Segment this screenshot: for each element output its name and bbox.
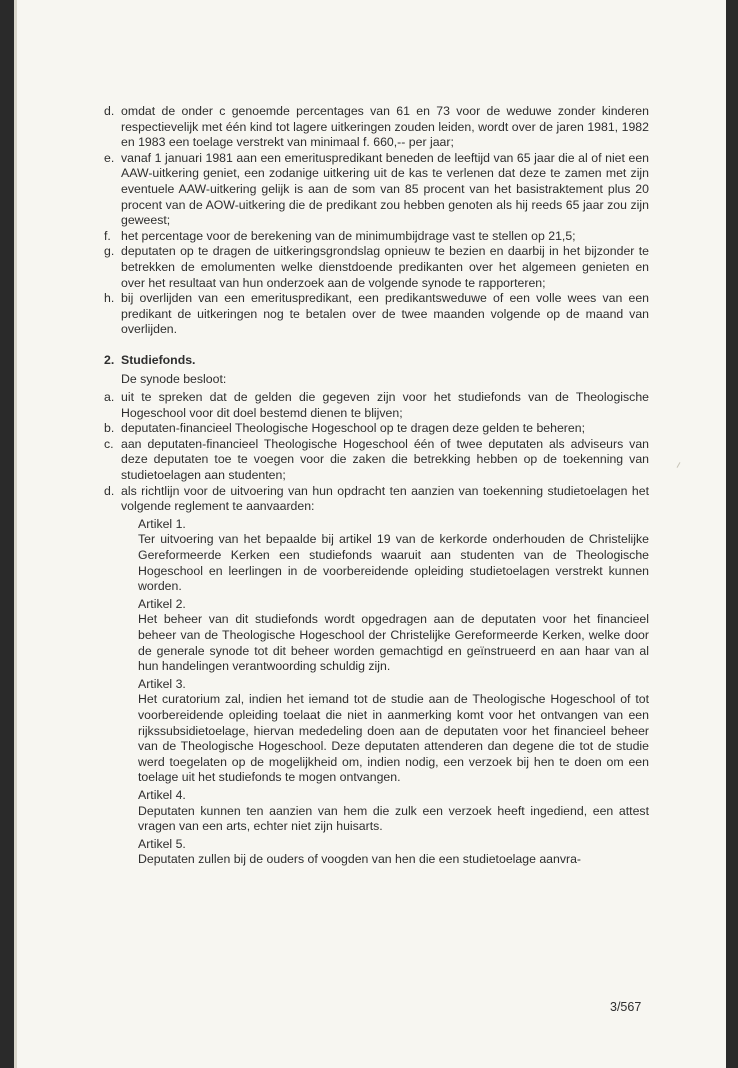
list-item [104,484,649,515]
item-label: d. [104,483,115,498]
item-text: het percentage voor de berekening van de minimumbijdrage vast te stellen op 21,5; [121,228,576,243]
list-item [104,244,649,291]
item-text: deputaten op te dragen de uitkeringsgrondslag opnieuw te bezien en daarbij in het bijzonder te betrekken de emolumenten welke dienstdoende predikanten over het algemeen genieten en over het resultaat van hun onderzoek aan de volgende synode te rapporteren; [121,244,649,290]
list-item [104,291,649,338]
item-label: a. [104,390,115,405]
item-label: f. [104,228,111,243]
article-text: Het beheer van dit studiefonds wordt opgedragen aan de deputaten voor het financieel beheer van de Theologische Hogeschool der Christelijke Gereformeerde Kerken, welke door de generale synode tot dit beheer worden gemachtigd en geïnstrueerd en aan haar van al hun handelingen verantwoording schuldig zijn. [138,612,649,674]
article-text: Ter uitvoering van het bepaalde bij artikel 19 van de kerkorde onderhouden de Christelijke Gereformeerde Kerken een studiefonds waaruit aan studenten van de Theologische Hogeschool en leerlingen in de voorbereidende opleiding studietoelagen verstrekt kunnen worden. [138,532,649,594]
item-text: uit te spreken dat de gelden die gegeven zijn voor het studiefonds van de Theologische Hogeschool voor dit doel bestemd dienen te blijven; [121,390,649,420]
article-text: Deputaten kunnen ten aanzien van hem die zulk een verzoek heeft ingediend, een attest vragen van een arts, echter niet zijn huisarts. [138,803,649,834]
document-page [14,0,726,1068]
page-edge [14,0,17,1068]
item-label: g. [104,244,115,259]
article-text: Het curatorium zal, indien het iemand tot de studie aan de Theologische Hogeschool of tot voorbereidende opleiding toelaat die niet in aanmerking komt voor het ontvangen van een rijkssubsidietoelage, hiervan mededeling doen aan de deputaten voor het financieel beheer van de Theologische Hogeschool. Deze deputaten attenderen dan degene die tot de studie werd toegelaten op de mogelijkheid om, indien nodig, een verzoek bij hen te doen om een toelage uit het studiefonds te mogen ontvangen. [138,692,649,785]
list-item [104,390,649,421]
article-text: Deputaten zullen bij de ouders of voogden van hen die een studietoelage aanvra- [138,852,582,867]
item-text: omdat de onder c genoemde percentages van 61 en 73 voor de weduwe zonder kinderen respectievelijk met één kind tot lagere uitkeringen zouden leiden, wordt over de jaren 1981, 1982 en 1983 een toelage verstrekt van minimaal f. 660,-- per jaar; [121,104,649,150]
article-heading: Artikel 1. [138,516,186,531]
item-text: vanaf 1 januari 1981 aan een emerituspredikant beneden de leeftijd van 65 jaar die al of niet een AAW-uitkering geniet, een zodanige uitkering uit de kas te verlenen dat deze te zamen met zijn eventuele AAW-uitkering gelijk is aan de som van 85 procent van het basistraktement plus 20 procent van de AOW-uitkering die de predikant zou hebben genoten als hij reeds 65 jaar zou zijn geweest; [121,150,649,228]
article-heading: Artikel 4. [138,787,186,802]
item-label: d. [104,104,115,118]
section-intro: De synode besloot: [121,371,227,386]
item-label: c. [104,436,114,451]
item-label: b. [104,421,115,436]
list-item [104,104,649,151]
section-title: Studiefonds. [121,352,196,367]
item-text: aan deputaten-financieel Theologische Hogeschool één of twee deputaten als adviseurs van deze deputaten toe te voegen voor die zaken die betrekking hebben op de toekenning van studietoelagen aan studenten; [121,436,649,483]
list-item [104,437,649,484]
list-item [104,229,649,245]
page-number: 3/567 [610,1000,642,1014]
item-text: bij overlijden van een emerituspredikant, een predikantsweduwe of een volle wees van een predikant de uitkeringen nog te betalen over de twee maanden volgende op de maand van overlijden. [121,291,649,337]
item-label: e. [104,150,115,165]
article-heading: Artikel 3. [138,676,186,691]
article-heading: Artikel 2. [138,596,186,611]
item-label: h. [104,291,115,306]
item-text: deputaten-financieel Theologische Hogeschool op te dragen deze gelden te beheren; [121,421,585,436]
scan-mark [677,462,681,468]
list-item [104,151,649,229]
list-item [104,421,649,437]
section-heading [104,353,649,369]
document-body [104,104,649,868]
section-number: 2. [104,352,115,367]
item-text: als richtlijn voor de uitvoering van hun opdracht ten aanzien van toekenning studietoelagen het volgende reglement te aanvaarden: [121,483,649,514]
article-heading: Artikel 5. [138,836,186,851]
